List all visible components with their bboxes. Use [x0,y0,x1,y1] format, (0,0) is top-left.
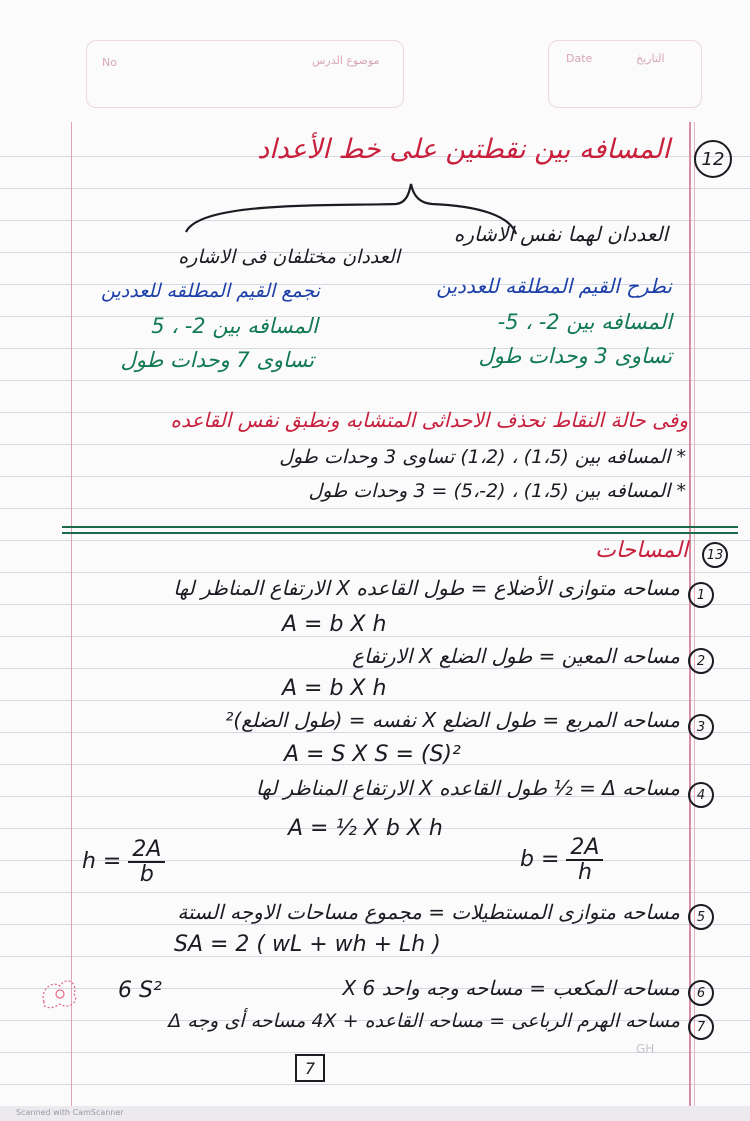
header-date-label-ar: التاريخ [636,52,665,65]
item-1-formula: A = b X h [282,612,387,637]
item-7-number: 7 [688,1014,714,1040]
item-6-text: مساحه المكعب = مساحه وجه واحد X 6 [342,976,680,1000]
item-3-number: 3 [688,714,714,740]
item-5-formula: SA = 2 ( wL + wh + Lh ) [174,932,441,957]
signature: GH [636,1042,655,1056]
scanner-caption: Scanned with CamScanner [16,1108,124,1117]
section-separator-top [62,526,738,528]
item-7-text: مساحه الهرم الرباعى = مساحه القاعده + 4X مساحه أى وجه Δ [168,1010,680,1032]
same-sign-rule: نطرح القيم المطلقه للعددين [436,274,672,298]
different-sign-heading: العددان مختلفان فى الاشاره [178,246,400,268]
item-4-number: 4 [688,782,714,808]
item-4-formula: A = ½ X b X h [288,816,443,841]
right-margin-line-inner [694,122,695,1106]
header-topic-label: موضوع الدرس [312,54,380,67]
different-sign-example: المسافه بين 2- ، 5 [151,314,318,338]
item-2-formula: A = b X h [282,676,387,701]
section-13-number: 13 [702,542,728,568]
header-date-label: Date [566,52,593,65]
item-1-text: مساحه متوازى الأضلاع = طول القاعده X الارتفاع المناظر لها [173,576,680,600]
same-sign-example: المسافه بين 2- ، 5- [497,310,672,334]
item-2-number: 2 [688,648,714,674]
h-formula-denominator: b [139,862,154,888]
item-4-text: مساحه Δ = ½ طول القاعده X الارتفاع المناظر لها [255,776,680,800]
section-separator-bottom [62,532,738,534]
h-formula-lhs: h = [82,849,122,875]
left-margin-line [71,122,72,1106]
item-2-text: مساحه المعين = طول الضلع X الارتفاع [352,644,680,668]
same-sign-result: تساوى 3 وحدات طول [478,344,672,368]
points-example-1: * المسافه بين (1،5) ، (1،2) تساوى 3 وحدات طول [279,446,686,468]
item-6-number: 6 [688,980,714,1006]
different-sign-rule: نجمع القيم المطلقه للعددين [101,280,320,302]
b-formula-denominator: h [577,860,592,886]
b-formula-fraction [566,836,603,884]
h-formula [82,838,165,886]
item-3-formula: A = S X S = (S)² [284,742,461,767]
b-formula-numerator: 2A [566,836,603,861]
doodle-icon [38,972,82,1012]
points-note: وفى حالة النقاط نحذف الاحداثى المتشابه ونطبق نفس القاعده [170,408,688,432]
item-5-text: مساحه متوازى المستطيلات = مجموع مساحات الاوجه الستة [177,900,680,924]
h-formula-fraction [128,838,165,886]
item-6-formula: 6 S² [118,978,162,1003]
points-example-2: * المسافه بين (1،5) ، (2-،5) = 3 وحدات طول [308,480,686,502]
item-1-number: 1 [688,582,714,608]
different-sign-result: تساوى 7 وحدات طول [120,348,314,372]
header-no-label: No [102,56,117,69]
item-5-number: 5 [688,904,714,930]
same-sign-heading: العددان لهما نفس الاشاره [453,222,668,246]
section-13-title: المساحات [595,538,688,563]
header-right-box [548,40,702,108]
h-formula-numerator: 2A [128,838,165,863]
page-number: 7 [295,1054,325,1082]
b-formula [520,836,603,884]
b-formula-lhs: b = [520,847,560,873]
item-3-text: مساحه المربع = طول الضلع X نفسه = (طول الضلع)² [225,708,680,732]
right-margin-line [689,122,691,1106]
section-12-number: 12 [694,140,732,178]
header-left-box [86,40,404,108]
section-12-title: المسافه بين نقطتين على خط الأعداد [257,134,670,165]
